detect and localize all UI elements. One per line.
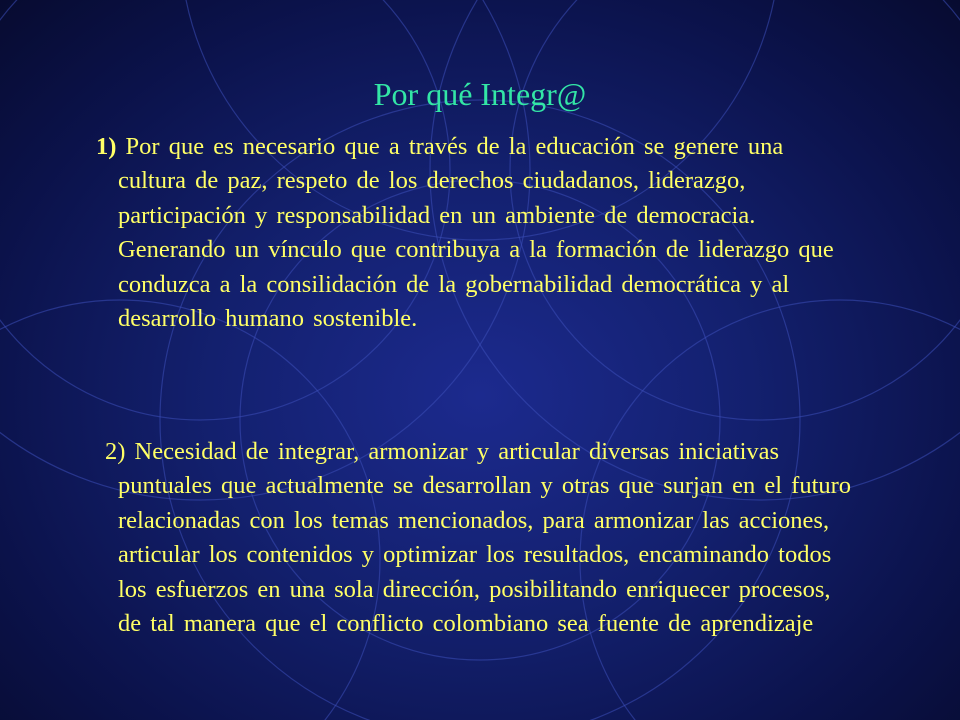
- paragraph-1: [96, 130, 858, 336]
- paragraph-2-number: 2): [105, 438, 126, 465]
- paragraph-2: [105, 435, 858, 641]
- paragraph-1-text: Por que es necesario que a través de la educación se genere una cultura de paz, respeto de los derechos ciudadanos, liderazgo, participación y responsabilidad en un ambiente de democracia. Generando un vínculo que contribuya a la formación de liderazgo que conduzca a la consilidación de la gobernabilidad democrática y al desarrollo humano sostenible.: [118, 133, 834, 333]
- paragraph-1-number: 1): [96, 133, 117, 160]
- paragraph-2-text: Necesidad de integrar, armonizar y articular diversas iniciativas puntuales que actualmente se desarrollan y otras que surjan en el futuro relacionadas con los temas mencionados, para armonizar las acciones, articular los contenidos y optimizar los resultados, encaminando todos los esfuerzos en una sola dirección, posibilitando enriquecer procesos, de tal manera que el conflicto colombiano sea fuente de aprendizaje: [118, 438, 852, 638]
- slide-title: Por qué Integr@: [373, 76, 587, 112]
